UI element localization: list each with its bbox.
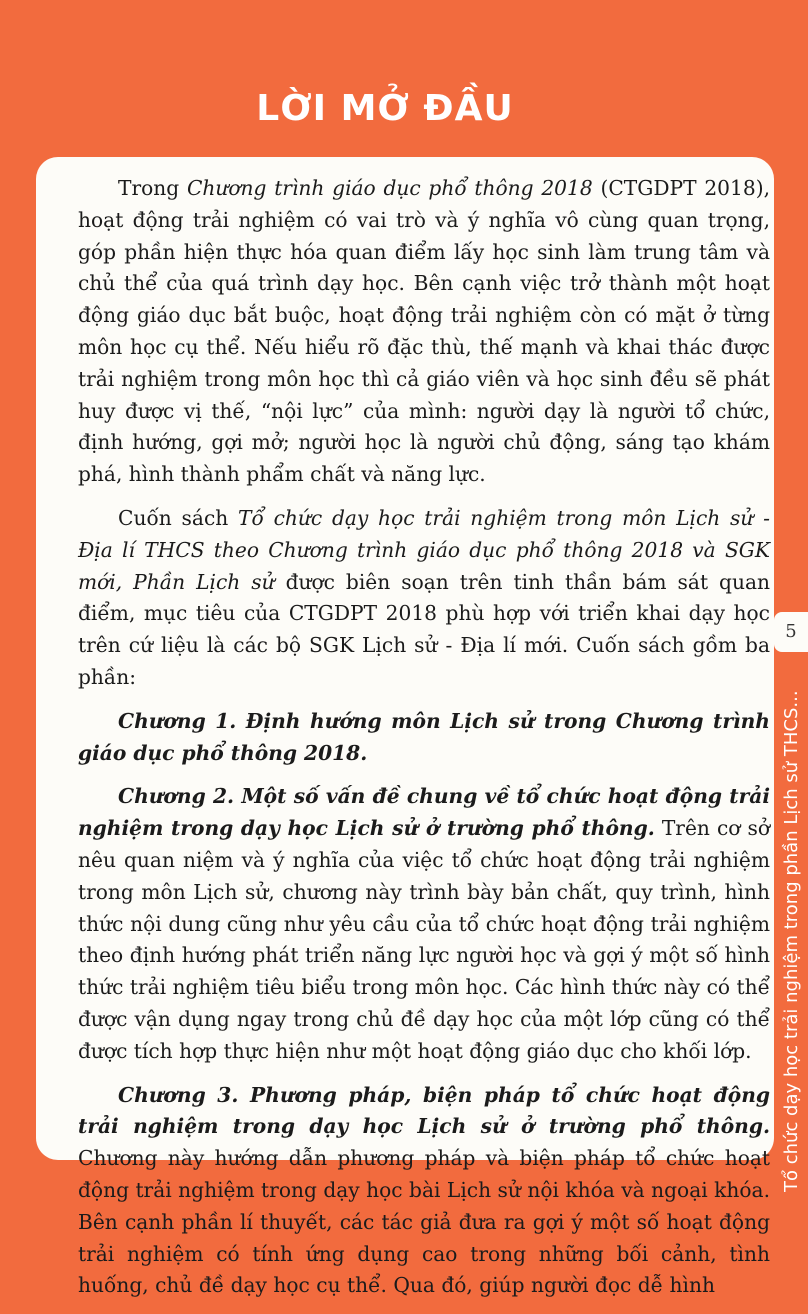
- program-name: Chương trình giáo dục phổ thông 2018: [186, 176, 593, 200]
- page-number: 5: [774, 612, 808, 652]
- chapter-3-title: Chương 3. Phương pháp, biện pháp tổ chức hoạt động trải nghiệm trong dạy học Lịch sử ở trường phổ thông.: [78, 1082, 770, 1139]
- paragraph-1: Trong Chương trình giáo dục phổ thông 2018 (CTGDPT 2018), hoạt động trải nghiệm có vai trò và ý nghĩa vô cùng quan trọng, góp phần hiện thực hóa quan điểm lấy học sinh làm trung tâm và chủ thể của quá trình dạy học. Bên cạnh việc trở thành một hoạt động giáo dục bắt buộc, hoạt động trải nghiệm còn có mặt ở từng môn học cụ thể. Nếu hiểu rõ đặc thù, thế mạnh và khai thác được trải nghiệm trong môn học thì cả giáo viên và học sinh đều sẽ phát huy được vị thế, “nội lực” của mình: người dạy là người tổ chức, định hướng, gợi mở; người học là người chủ động, sáng tạo khám phá, hình thành phẩm chất và năng lực.: [78, 176, 770, 487]
- paragraph-2-text: được biên soạn trên tinh thần bám sát quan điểm, mục tiêu của CTGDPT 2018 phù hợp với triển khai dạy học trên cứ liệu là các bộ SGK Lịch sử - Địa lí mới. Cuốn sách gồm ba phần:: [78, 569, 770, 689]
- header-band: [0, 0, 808, 160]
- chapter-3-text: Chương này hướng dẫn phương pháp và biện pháp tổ chức hoạt động trải nghiệm trong dạy học bài Lịch sử nội khóa và ngoại khóa. Bên cạnh phần lí thuyết, các tác giả đưa ra gợi ý một số hoạt động trải nghiệm có tính ứng dụng cao trong những bối cảnh, tình huống, chủ đề dạy học cụ thể. Qua đó, giúp người đọc dễ hình: [78, 1146, 770, 1298]
- paragraph-2-intro: Cuốn sách: [118, 505, 239, 530]
- paragraph-2: [78, 503, 770, 694]
- chapter-1: [78, 706, 770, 770]
- paragraph-1-text: (CTGDPT 2018), hoạt động trải nghiệm có vai trò và ý nghĩa vô cùng quan trọng, góp phần hiện thực hóa quan điểm lấy học sinh làm trung tâm và chủ thể của quá trình dạy học. Bên cạnh việc trở thành một hoạt động giáo dục bắt buộc, hoạt động trải nghiệm còn có mặt ở từng môn học cụ thể. Nếu hiểu rõ đặc thù, thế mạnh và khai thác được trải nghiệm trong môn học thì cả giáo viên và học sinh đều sẽ phát huy được vị thế, “nội lực” của mình: người dạy là người tổ chức, định hướng, gợi mở; người học là người chủ động, sáng tạo khám phá, hình thành phẩm chất và năng lực.: [78, 176, 770, 487]
- book-title: Tổ chức dạy học trải nghiệm trong môn Lịch sử - Địa lí THCS theo Chương trình giáo dục phổ thông 2018 và SGK mới, Phần Lịch sử: [78, 505, 770, 594]
- body-text: [78, 173, 770, 1314]
- chapter-3: [78, 1080, 770, 1303]
- chapter-1-title: Chương 1. Định hướng môn Lịch sử trong Chương trình giáo dục phổ thông 2018.: [78, 708, 770, 765]
- running-title: Tổ chức dạy học trải nghiệm trong phần Lịch sử THCS...: [781, 690, 802, 1192]
- page-title: LỜI MỞ ĐẦU: [256, 88, 514, 129]
- chapter-2: [78, 781, 770, 1067]
- chapter-2-title: Chương 2. Một số vấn đề chung về tổ chức hoạt động trải nghiệm trong dạy học Lịch sử ở trường phổ thông.: [78, 784, 770, 841]
- chapter-2-text: Trên cơ sở nêu quan niệm và ý nghĩa của việc tổ chức hoạt động trải nghiệm trong môn Lịch sử, chương này trình bày bản chất, quy trình, hình thức nội dung cũng như yêu cầu của tổ chức hoạt động trải nghiệm theo định hướng phát triển năng lực người học và gợi ý một số hình thức trải nghiệm tiêu biểu trong môn học. Các hình thức này có thể được vận dụng ngay trong chủ đề dạy học của một lớp cũng có thể được tích hợp thực hiện như một hoạt động giáo dục cho khối lớp.: [78, 816, 771, 1063]
